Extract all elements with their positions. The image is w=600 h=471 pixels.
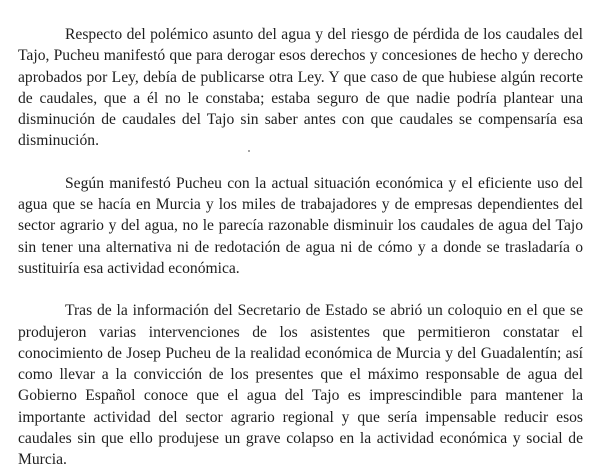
paragraph-coloquio: Tras de la información del Secretario de Estado se abrió un coloquio en el que se produjeron varias intervenciones de los asistentes que permitieron constatar el conocimiento de Josep Pucheu de la realidad económica de Murcia y del Guadalentín; así como llevar a la convicción de los presentes que el máximo responsable de agua del Gobierno Español conoce que el agua del Tajo es imprescindible para mantener la importante actividad del sector agrario regional y que sería impensable reducir esos caudales sin que ello produjese un grave colapso en la actividad económica y social de Murcia. xyxy=(18,302,583,469)
paragraph-situacion-economica: Según manifestó Pucheu con la actual situación económica y el eficiente uso del agua que se hacía en Murcia y los miles de trabajadores y de empresas dependientes del sector agrario y del agua, no le parecía razonable disminuir los caudales de agua del Tajo sin tener una alternativa ni de redotación de agua ni de cómo y a donde se trasladaría o sustituiría esa actividad económica. xyxy=(18,174,583,277)
document-page xyxy=(18,24,583,471)
scan-speck xyxy=(248,150,250,152)
paragraph-tajo-caudales: Respecto del polémico asunto del agua y del riesgo de pérdida de los caudales del Tajo, Pucheu manifestó que para derogar esos derechos y concesiones de hecho y derecho aprobados por Ley, debía de publicarse otra Ley. Y que caso de que hubiese algún recorte de caudales, que a él no le constaba; estaba seguro de que nadie podría plantear una disminución de caudales del Tajo sin saber antes con que caudales se compensaría esa disminución. xyxy=(18,26,583,150)
